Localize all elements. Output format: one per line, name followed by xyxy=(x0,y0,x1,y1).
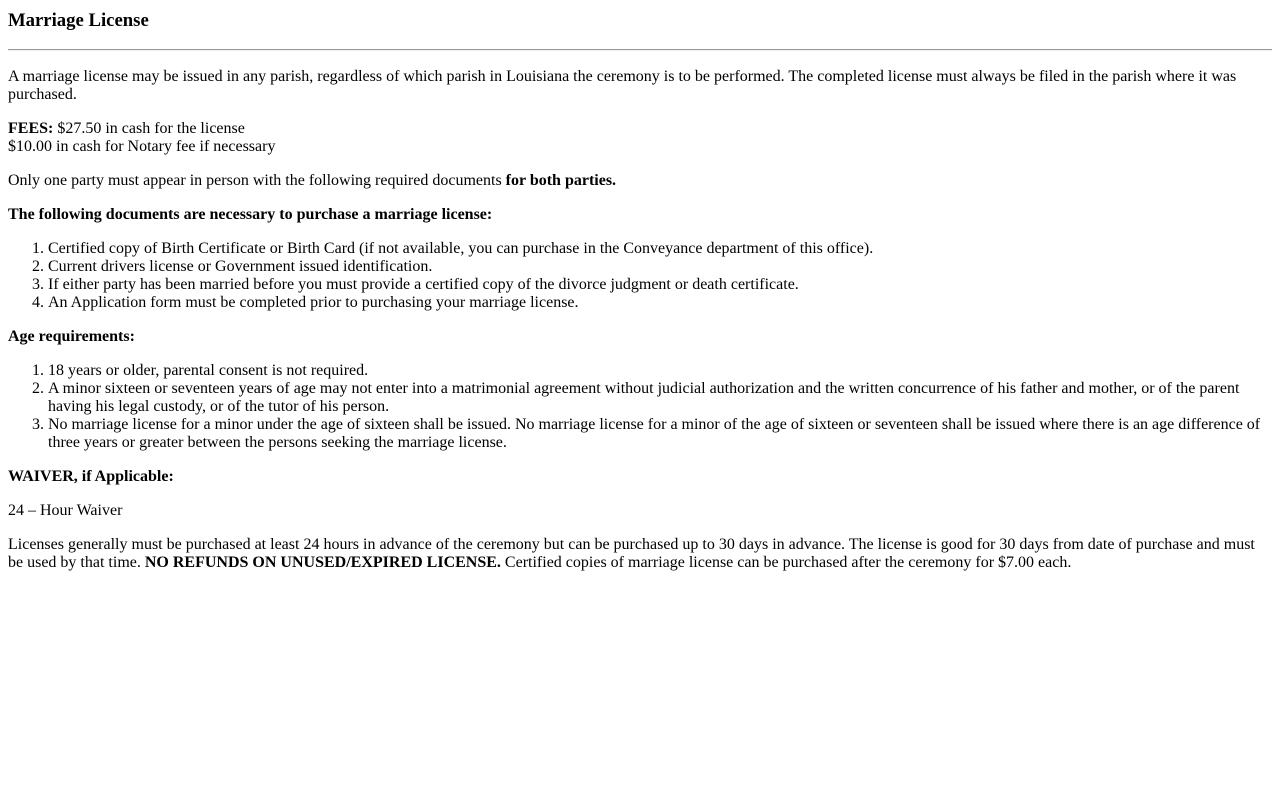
documents-heading-text: The following documents are necessary to purchase a marriage license: xyxy=(8,206,493,223)
document-item: 1. Certified copy of Birth Certificate or Birth Card (if not available, you can purchase in the Conveyance department of this office). xyxy=(48,240,1272,258)
waiver-heading xyxy=(8,468,1272,486)
appearance-emphasis: for both parties. xyxy=(505,172,617,189)
waiver-heading-text: WAIVER, if Applicable: xyxy=(8,468,174,485)
appearance-paragraph xyxy=(8,172,1272,190)
age-heading-text: Age requirements: xyxy=(8,328,135,345)
licenses-paragraph xyxy=(8,536,1272,572)
licenses-text-after: Certified copies of marriage license can be purchased after the ceremony for $7.00 each. xyxy=(500,554,1072,571)
age-item: 2. A minor sixteen or seventeen years of age may not enter into a matrimonial agreement without judicial authorization and the written concurrence of his father and mother, or of the parent having his legal custody, or of the tutor of his person. xyxy=(48,380,1272,416)
license-fee: $27.50 in cash for the license xyxy=(53,120,245,137)
document-item: 3. If either party has been married before you must provide a certified copy of the divorce judgment or death certificate. xyxy=(48,276,1272,294)
age-item: 1. 18 years or older, parental consent is not required. xyxy=(48,362,1272,380)
age-heading xyxy=(8,328,1272,346)
page-title: Marriage License xyxy=(8,10,149,31)
licenses-text-before: Licenses generally must be purchased at least 24 hours in advance of the ceremony but can be purchased up to 30 days in advance. The license is good for 30 days from date of purchase and must be used by that time. xyxy=(8,536,1255,571)
notary-fee: $10.00 in cash for Notary fee if necessary xyxy=(8,138,276,155)
document-item: 2. Current drivers license or Government issued identification. xyxy=(48,258,1272,276)
documents-heading xyxy=(8,206,1272,224)
waiver-text: 24 – Hour Waiver xyxy=(8,502,123,519)
fees-label: FEES: xyxy=(8,120,54,137)
document-item: 4. An Application form must be completed prior to purchasing your marriage license. xyxy=(48,294,1272,312)
no-refunds-notice: NO REFUNDS ON UNUSED/EXPIRED LICENSE. xyxy=(144,554,501,571)
documents-list xyxy=(8,240,1272,312)
title-divider xyxy=(8,49,1272,51)
age-item: 3. No marriage license for a minor under the age of sixteen shall be issued. No marriage license for a minor of the age of sixteen or seventeen shall be issued where there is an age difference of three years or greater between the persons seeking the marriage license. xyxy=(48,416,1272,452)
appearance-text: Only one party must appear in person with the following required documents xyxy=(8,172,506,189)
age-list xyxy=(8,362,1272,452)
intro-paragraph: A marriage license may be issued in any parish, regardless of which parish in Louisiana the ceremony is to be performed. The completed license must always be filed in the parish where it was purchased. xyxy=(8,68,1237,103)
fees-paragraph xyxy=(8,120,1272,156)
